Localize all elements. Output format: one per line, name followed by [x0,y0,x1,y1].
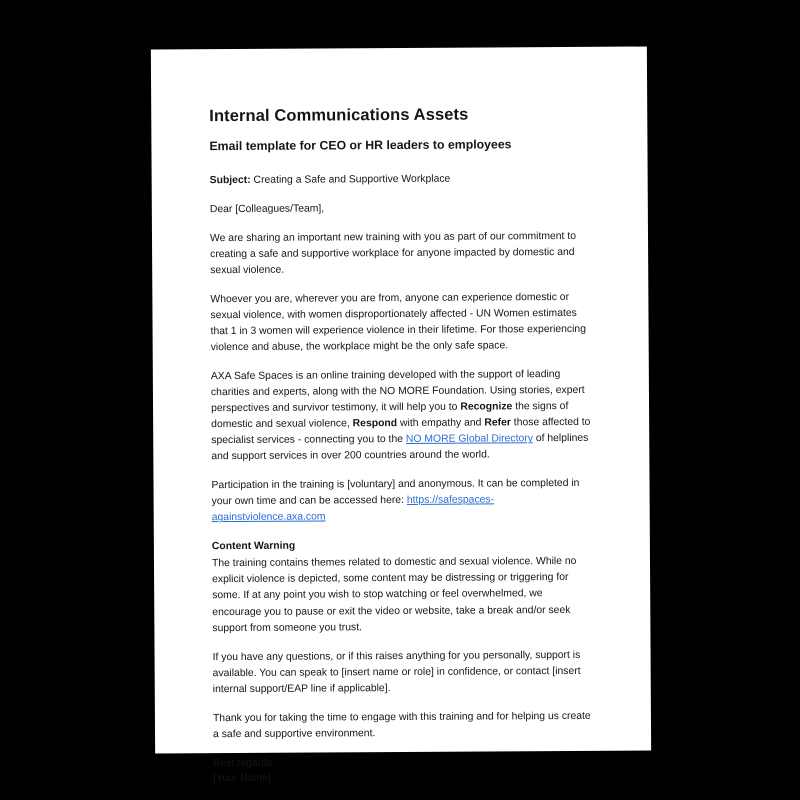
subject-value: Creating a Safe and Supportive Workplace [253,173,451,187]
signature-name: [Your Name] [213,773,271,785]
document-page [151,46,651,785]
no-more-global-directory-link[interactable]: NO MORE Global Directory [405,433,533,446]
training-bold-recognize: Recognize [460,401,513,413]
training-text-part-4: those affected to specialist services - connecting you to the [211,417,591,447]
training-text-part-3: with empathy and [397,417,485,430]
document-subtitle: Email template for CEO or HR leaders to employees [209,137,512,153]
sign-off: Best regards, [213,757,276,769]
subject-line [210,171,592,189]
paragraph-statistics: Whoever you are, wherever you are from, anyone can experience domestic or sexual violence, with women disproportionately affected - UN Women estimates that 1 in 3 women will experience violence in their lifetime. For those experiencing violence and abuse, the workplace might be the only safe space. [210,292,587,354]
safe-spaces-url-link[interactable]: https://safespaces-againstviolence.axa.com [211,494,495,524]
participation-text: Participation in the training is [voluntary] and anonymous. It can be completed in your own time and can be accessed here: [211,478,580,508]
salutation: Dear [Colleagues/Team], [209,203,325,216]
paragraph-training-description [211,367,594,465]
subject-label: Subject: [209,175,251,187]
content-warning-heading: Content Warning [211,541,296,553]
content-warning-block [212,537,595,636]
content-warning-body: The training contains themes related to domestic and sexual violence. While no explicit violence is depicted, some content may be distressing or triggering for some. If at any point you wish to stop watching or feel overwhelmed, we encourage you to pause or exit the video or website, take a break and/or seek support from someone you trust. [211,556,577,634]
paragraph-support-available: If you have any questions, or if this raises anything for you personally, support is available. You can speak to [insert name or role] in confidence, or contact [insert internal support/EAP line if applicable]. [212,649,581,695]
page-title: Internal Communications Assets [209,105,469,126]
training-bold-refer: Refer [484,417,511,429]
paragraph-intro: We are sharing an important new training with you as part of our commitment to creating a safe and supportive workplace for anyone impacted by domestic and sexual violence. [209,231,577,277]
document-body [209,105,595,787]
paragraph-participation [211,476,593,526]
paragraph-thank-you: Thank you for taking the time to engage with this training and for helping us create a safe and supportive environment. [212,710,591,740]
training-text-part-1: AXA Safe Spaces is an online training developed with the support of leading charities and experts, along with the NO MORE Foundation. Using stories, expert perspectives and survivor testimony, it will help you to [210,369,585,415]
training-text-part-5: of helplines and support services in over 200 countries around the world. [211,433,589,463]
training-bold-respond: Respond [352,418,398,430]
training-text-part-2: the signs of domestic and sexual violence, [211,401,569,431]
